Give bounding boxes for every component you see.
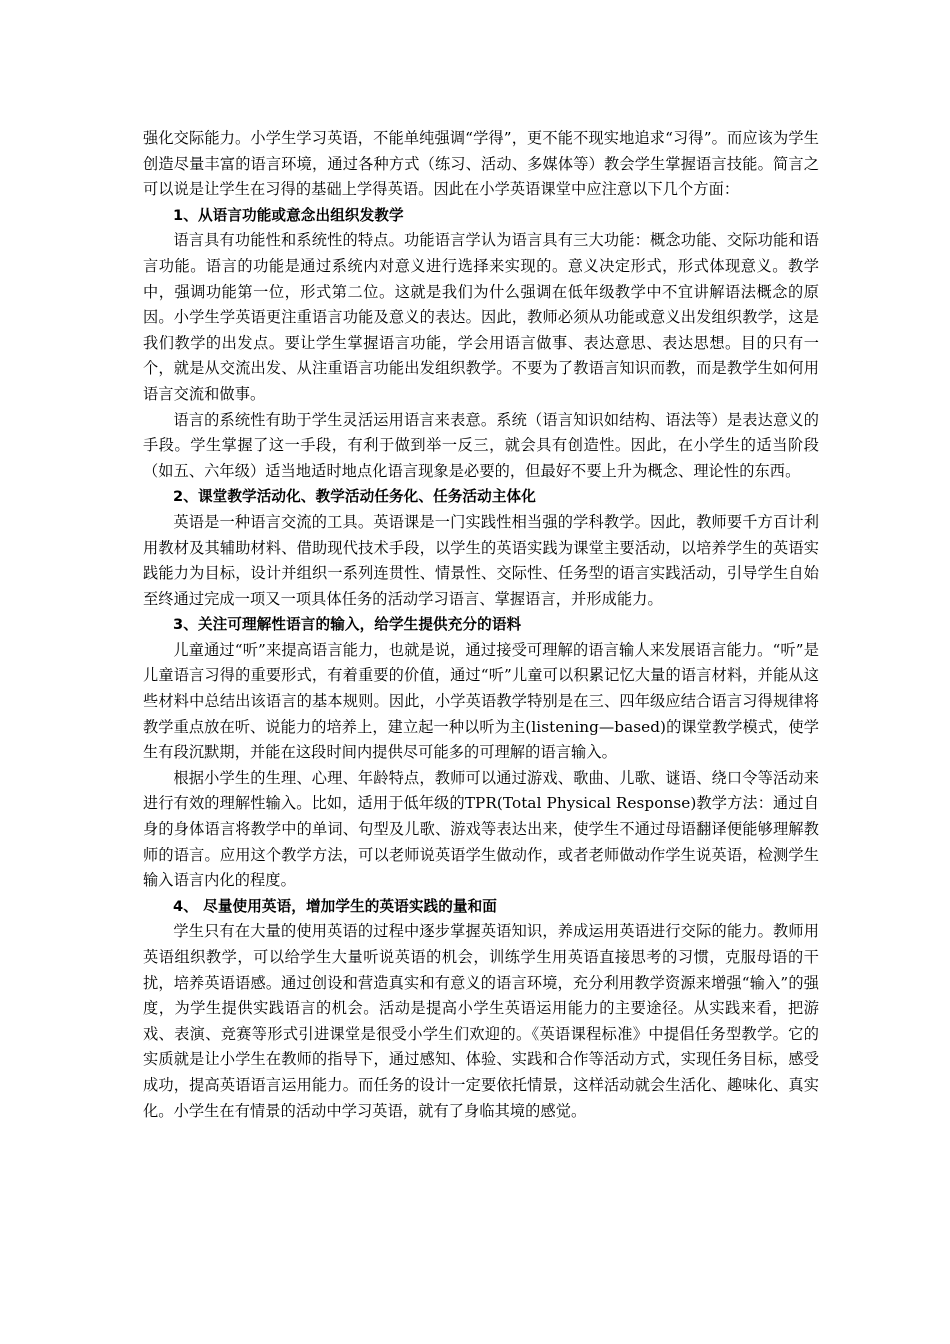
section-4-heading: 4、 尽量使用英语，增加学生的英语实践的量和面 (173, 897, 498, 915)
section-1-paragraph-2: 语言的系统性有助于学生灵活运用语言来表意。系统（语言知识如结构、语法等）是表达意义的手段。学生掌握了这一手段，有利于做到举一反三，就会具有创造性。因此，在小学生的适当阶段（如五、六年级）适当地适时地点化语言现象是必要的，但最好不要上升为概念、理论性的东西。 (143, 410, 819, 480)
intro-paragraph: 强化交际能力。小学生学习英语，不能单纯强调“学得”，更不能不现实地追求“习得”。而应该为学生创造尽量丰富的语言环境，通过各种方式（练习、活动、多媒体等）教会学生掌握语言技能。简言之可以说是让学生在习得的基础上学得英语。因此在小学英语课堂中应注意以下几个方面： (143, 129, 819, 199)
section-3-heading: 3、关注可理解性语言的输入，给学生提供充分的语料 (173, 616, 522, 634)
section-2-heading: 2、课堂教学活动化、教学活动任务化、任务活动主体化 (173, 488, 536, 506)
section-1-paragraph-1: 语言具有功能性和系统性的特点。功能语言学认为语言具有三大功能：概念功能、交际功能和语言功能。语言的功能是通过系统内对意义进行选择来实现的。意义决定形式，形式体现意义。教学中，强调功能第一位，形式第二位。这就是我们为什么强调在低年级教学中不宜讲解语法概念的原因。小学生学英语更注重语言功能及意义的表达。因此，教师必须从功能或意义出发组织教学，这是我们教学的出发点。要让学生掌握语言功能，学会用语言做事、表达意思、表达思想。目的只有一个，就是从交流出发、从注重语言功能出发组织教学。不要为了教语言知识而教，而是教学生如何用语言交流和做事。 (143, 231, 819, 403)
section-1-heading: 1、从语言功能或意念出组织发教学 (173, 206, 404, 224)
document-body (143, 126, 819, 1124)
section-2-paragraph-1: 英语是一种语言交流的工具。英语课是一门实践性相当强的学科教学。因此，教师要千方百计利用教材及其辅助材料、借助现代技术手段，以学生的英语实践为课堂主要活动，以培养学生的英语实践能力为目标，设计并组织一系列连贯性、情景性、交际性、任务型的语言实践活动，引导学生自始至终通过完成一项又一项具体任务的活动学习语言、掌握语言，并形成能力。 (143, 512, 819, 608)
section-3-paragraph-1: 儿童通过“听”来提高语言能力，也就是说，通过接受可理解的语言输人来发展语言能力。“听”是儿童语言习得的重要形式，有着重要的价值，通过“听”儿童可以积累记忆大量的语言材料，并能从这些材料中总结出该语言的基本规则。因此，小学英语教学特别是在三、四年级应结合语言习得规律将教学重点放在听、说能力的培养上，建立起一种以听为主(listening—based)的课堂教学模式，使学生有段沉默期，并能在这段时间内提供尽可能多的可理解的语言输入。 (143, 640, 819, 762)
section-4-paragraph-1: 学生只有在大量的使用英语的过程中逐步掌握英语知识，养成运用英语进行交际的能力。教师用英语组织教学，可以给学生大量听说英语的机会，训练学生用英语直接思考的习惯，克服母语的干扰，培养英语语感。通过创设和营造真实和有意义的语言环境，充分利用教学资源来增强“输入”的强度，为学生提供实践语言的机会。活动是提高小学生英语运用能力的主要途径。从实践来看，把游戏、表演、竞赛等形式引进课堂是很受小学生们欢迎的。《英语课程标准》中提倡任务型教学。它的实质就是让小学生在教师的指导下，通过感知、体验、实践和合作等活动方式，实现任务目标，感受成功，提高英语语言运用能力。而任务的设计一定要依托情景，这样活动就会生活化、趣味化、真实化。小学生在有情景的活动中学习英语，就有了身临其境的感觉。 (143, 922, 819, 1120)
section-3-paragraph-2: 根据小学生的生理、心理、年龄特点，教师可以通过游戏、歌曲、儿歌、谜语、绕口令等活动来进行有效的理解性输入。比如，适用于低年级的TPR(Total Physical Response)教学方法：通过自身的身体语言将教学中的单词、句型及儿歌、游戏等表达出来，使学生不通过母语翻译便能够理解教师的语言。应用这个教学方法，可以老师说英语学生做动作，或者老师做动作学生说英语，检测学生输入语言内化的程度。 (143, 768, 819, 890)
